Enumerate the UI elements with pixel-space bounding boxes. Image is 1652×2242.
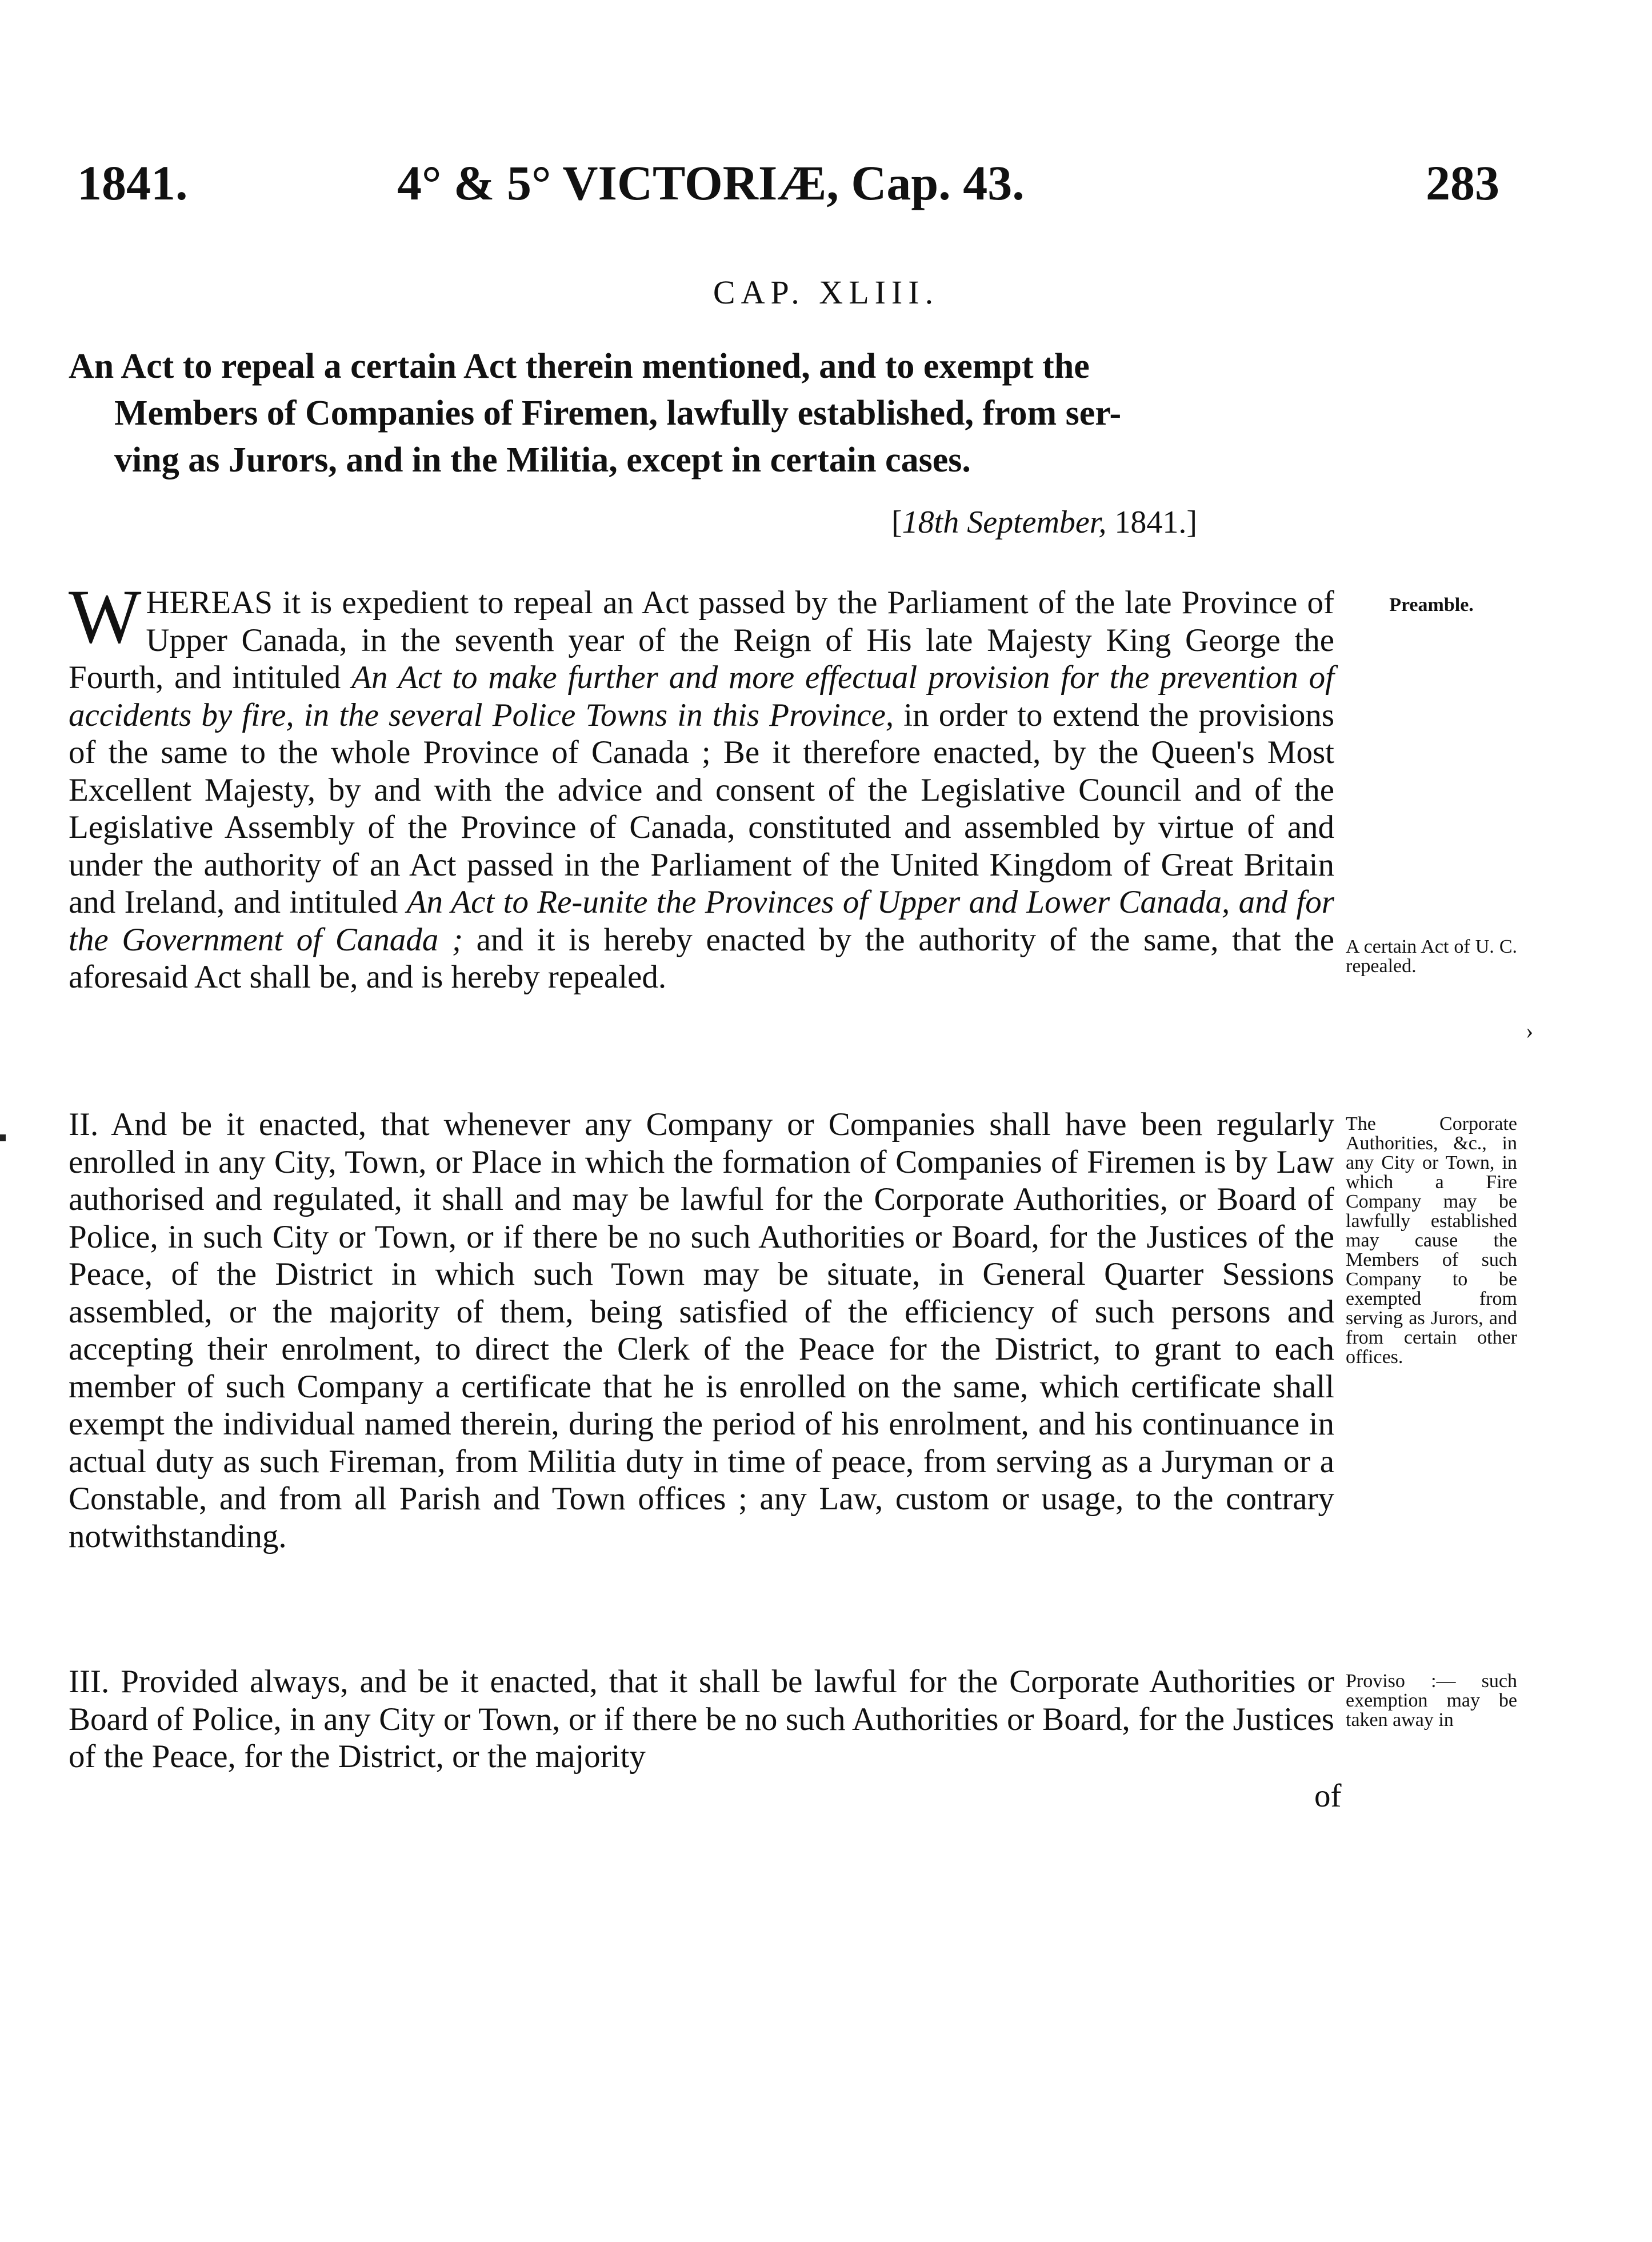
margin-note-proviso: Proviso :— such exemption may be taken away in xyxy=(1346,1670,1517,1731)
page-number: 283 xyxy=(1426,155,1499,210)
assent-date xyxy=(891,504,1291,541)
preamble-text-1: HEREAS it is expedient to repeal an Act passed by the Parliament of the late Province of Upper Canada, in the seventh year of the Reign of His late Majesty King George the Fourth, and intituled xyxy=(69,585,1334,696)
act-title-line: An Act to repeal a certain Act therein mentioned, and to exempt the xyxy=(69,347,1090,386)
act-title-line: ving as Jurors, and in the Militia, except in certain cases. xyxy=(114,441,971,479)
preamble-text-2: in order to extend the provisions of the same to the whole Province of Canada ; Be it therefore enacted, by the Queen's Most Excellent Majesty, by and with the advice and consent of the Legislative Council and of the Legislative Assembly of the Province of Canada, constituted and assembled by virtue of and under the authority of an Act passed in the Parliament of the United Kingdom of Great Britain and Ireland, and intituled xyxy=(69,697,1335,920)
margin-note-repeal: A certain Act of U. C. repealed. xyxy=(1346,936,1517,977)
running-header xyxy=(77,154,1506,223)
section-2: II. And be it enacted, that whenever any Company or Companies shall have been regularly enrolled in any City, Town, or Place in which the formation of Companies of Firemen is by Law authorised and regulated, it shall and may be lawful for the Corporate Authorities, or Board of Police, in such City or Town, or if there be no such Authorities or Board, for the Justices of the Peace, of the District in which such Town may be situate, in General Quarter Sessions assembled, or the majority of them, being satisfied of the efficiency of such persons and accepting their enrolment, to direct the Clerk of the Peace for the District, to grant to each member of such Company a certificate that he is enrolled on the same, which certificate shall exempt the individual named therein, during the period of his enrolment, and his continuance in actual duty as such Fireman, from Militia duty in time of peace, from serving as a Juryman or a Constable, and from all Parish and Town offices ; any Law, custom or usage, to the contrary notwithstanding. xyxy=(69,1106,1334,1554)
preamble-cited-act-1: An Act to make further and more effectual provision for the prevention of accidents by fire, in the several Police Towns in this Province, xyxy=(69,660,1334,733)
header-title: 4° & 5° VICTORIÆ, Cap. 43. xyxy=(397,155,1025,210)
preamble-cited-act-2: An Act to Re-unite the Provinces of Upper and Lower Canada, and for the Government of Canada ; xyxy=(69,884,1334,958)
stray-mark: › xyxy=(1526,1018,1534,1044)
catchword: of xyxy=(1314,1778,1342,1814)
ink-speck xyxy=(0,1134,6,1141)
act-title xyxy=(69,343,1383,483)
header-year: 1841. xyxy=(77,155,188,210)
date-day: 18th September, xyxy=(902,505,1107,540)
date-open: [ xyxy=(891,505,902,540)
margin-note-preamble: Preamble. xyxy=(1389,594,1474,616)
section-3: III. Provided always, and be it enacted, that it shall be lawful for the Corporate Authorities or Board of Police, in any City or Town, or if there be no such Authorities or Board, for the Justices of the Peace, for the District, or the majority xyxy=(69,1664,1334,1775)
preamble-paragraph xyxy=(69,574,1335,996)
drop-cap: W xyxy=(69,574,142,660)
date-year: 1841.] xyxy=(1106,505,1198,540)
margin-note-exemption: The Corporate Authorities, &c., in any City or Town, in which a Fire Company may be lawfully established may cause the Members of such Company to be exempted from serving as Jurors, and from certain other offices. xyxy=(1346,1113,1517,1368)
preamble-text-3: and it is hereby enacted by the authority of the same, that the aforesaid Act shall be, and is hereby repealed. xyxy=(69,921,1335,995)
chapter-heading: CAP. XLIII. xyxy=(713,274,939,311)
act-title-line: Members of Companies of Firemen, lawfully established, from ser- xyxy=(114,394,1122,433)
